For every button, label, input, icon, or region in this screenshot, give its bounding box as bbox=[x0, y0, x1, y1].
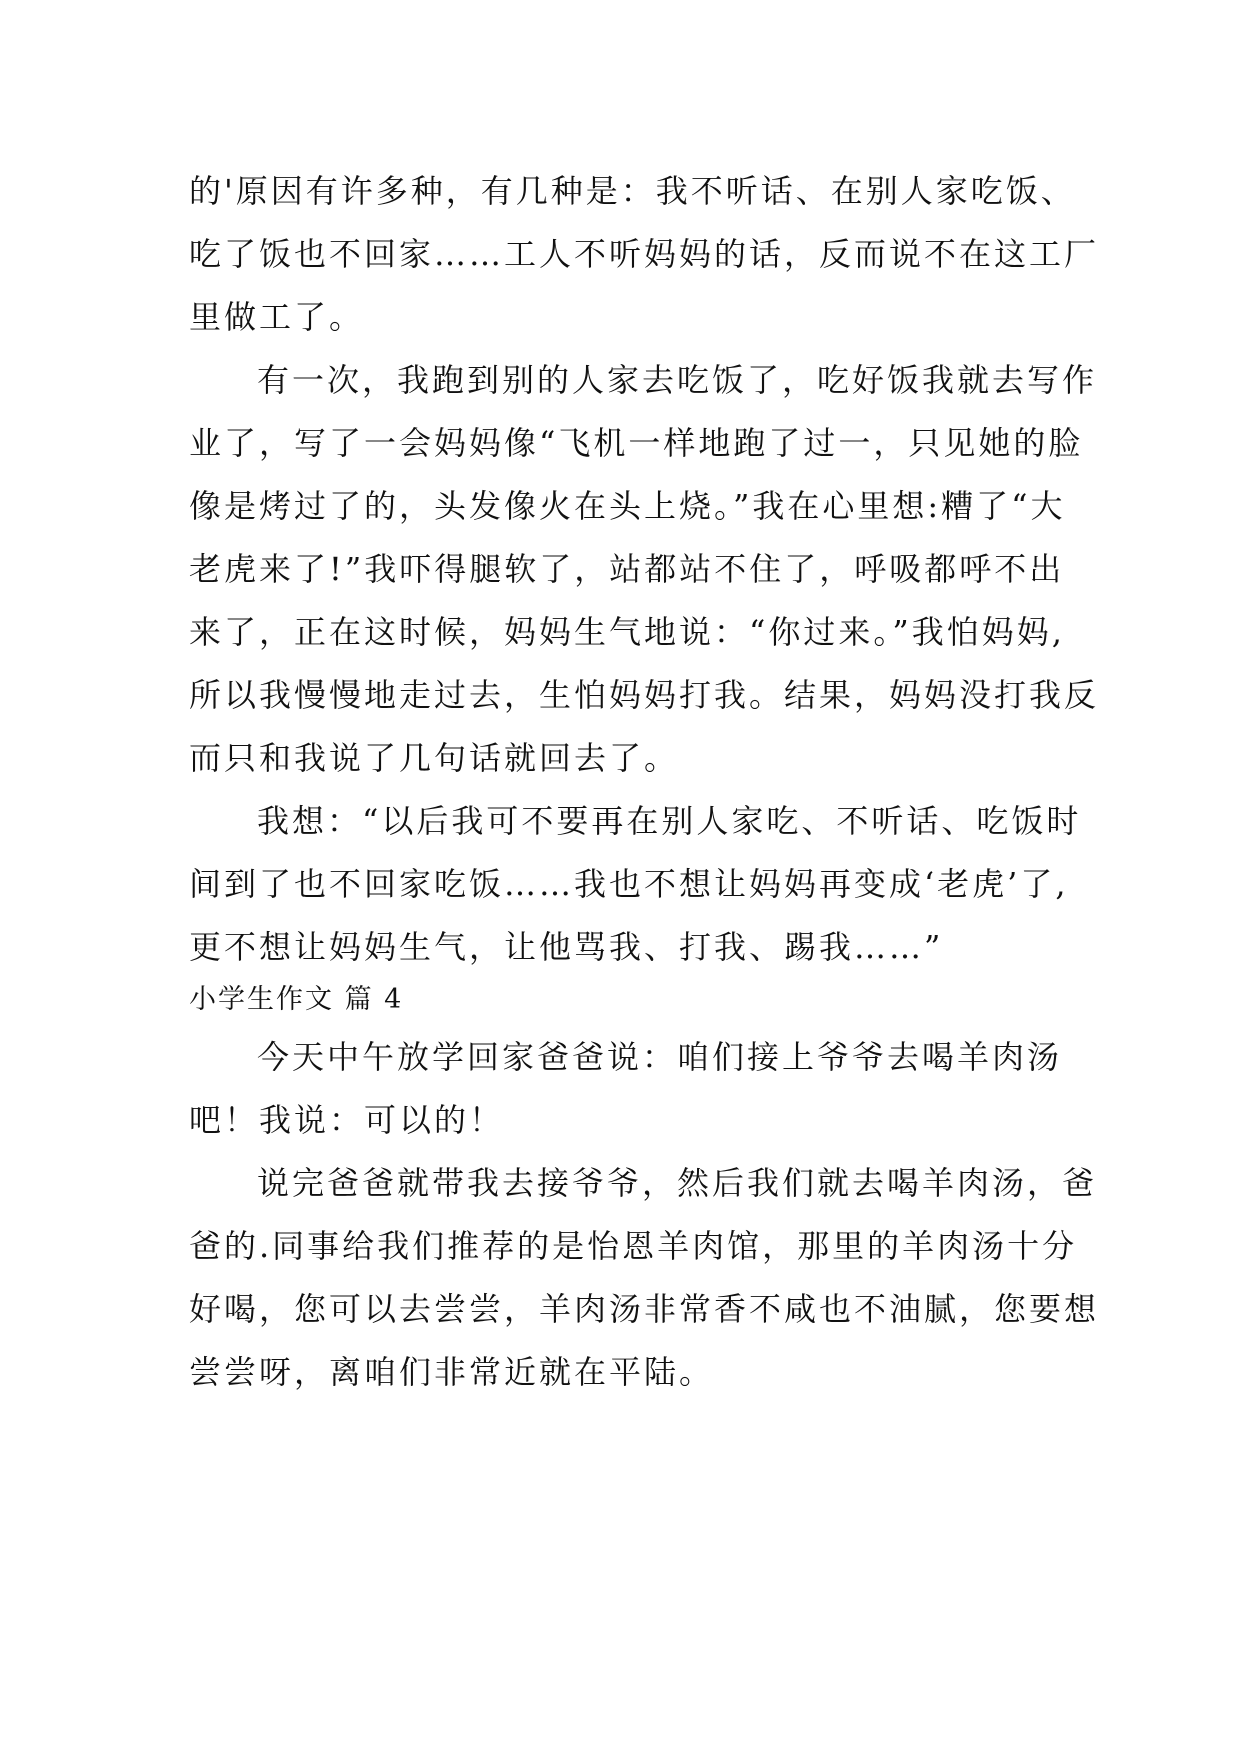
paragraph-line: 业了，写了一会妈妈像“飞机一样地跑了过一，只见她的脸 bbox=[189, 424, 1084, 462]
paragraph-4 bbox=[189, 1026, 1063, 1152]
paragraph-line: 吧！我说：可以的！ bbox=[189, 1101, 505, 1139]
paragraph-line: 尝尝呀，离咱们非常近就在平陆。 bbox=[189, 1353, 715, 1391]
paragraph-1 bbox=[189, 160, 1100, 349]
paragraph-line: 里做工了。 bbox=[189, 298, 365, 336]
paragraph-line: 来了，正在这时候，妈妈生气地说：“你过来。”我怕妈妈, bbox=[189, 613, 1065, 651]
paragraph-line: 而只和我说了几句话就回去了。 bbox=[189, 739, 680, 777]
paragraph-line: 间到了也不回家吃饭……我也不想让妈妈再变成‘老虎’了, bbox=[189, 865, 1069, 903]
document-body bbox=[189, 160, 1100, 1404]
paragraph-3 bbox=[189, 790, 1082, 979]
paragraph-line: 我想：“以后我可不要再在别人家吃、不听话、吃饭时 bbox=[257, 802, 1082, 840]
paragraph-5 bbox=[189, 1152, 1100, 1404]
paragraph-line: 老虎来了!”我吓得腿软了，站都站不住了，呼吸都呼不出 bbox=[189, 550, 1065, 588]
paragraph-line: 像是烤过了的，头发像火在头上烧。”我在心里想:糟了“大 bbox=[189, 487, 1066, 525]
paragraph-2 bbox=[189, 349, 1100, 790]
paragraph-line: 的'原因有许多种，有几种是：我不听话、在别人家吃饭、 bbox=[189, 172, 1076, 210]
paragraph-line: 今天中午放学回家爸爸说：咱们接上爷爷去喝羊肉汤 bbox=[257, 1038, 1063, 1076]
paragraph-line: 吃了饭也不回家……工人不听妈妈的话，反而说不在这工厂 bbox=[189, 235, 1100, 273]
paragraph-line: 更不想让妈妈生气，让他骂我、打我、踢我……” bbox=[189, 928, 944, 966]
paragraph-line: 爸的.同事给我们推荐的是怡恩羊肉馆，那里的羊肉汤十分 bbox=[189, 1227, 1078, 1265]
paragraph-line: 好喝，您可以去尝尝，羊肉汤非常香不咸也不油腻，您要想 bbox=[189, 1290, 1100, 1328]
paragraph-line: 所以我慢慢地走过去，生怕妈妈打我。结果，妈妈没打我反 bbox=[189, 676, 1100, 714]
section-heading: 小学生作文 篇 4 bbox=[189, 984, 404, 1015]
paragraph-line: 有一次，我跑到别的人家去吃饭了，吃好饭我就去写作 bbox=[257, 361, 1098, 399]
paragraph-line: 说完爸爸就带我去接爷爷，然后我们就去喝羊肉汤，爸 bbox=[257, 1164, 1098, 1202]
